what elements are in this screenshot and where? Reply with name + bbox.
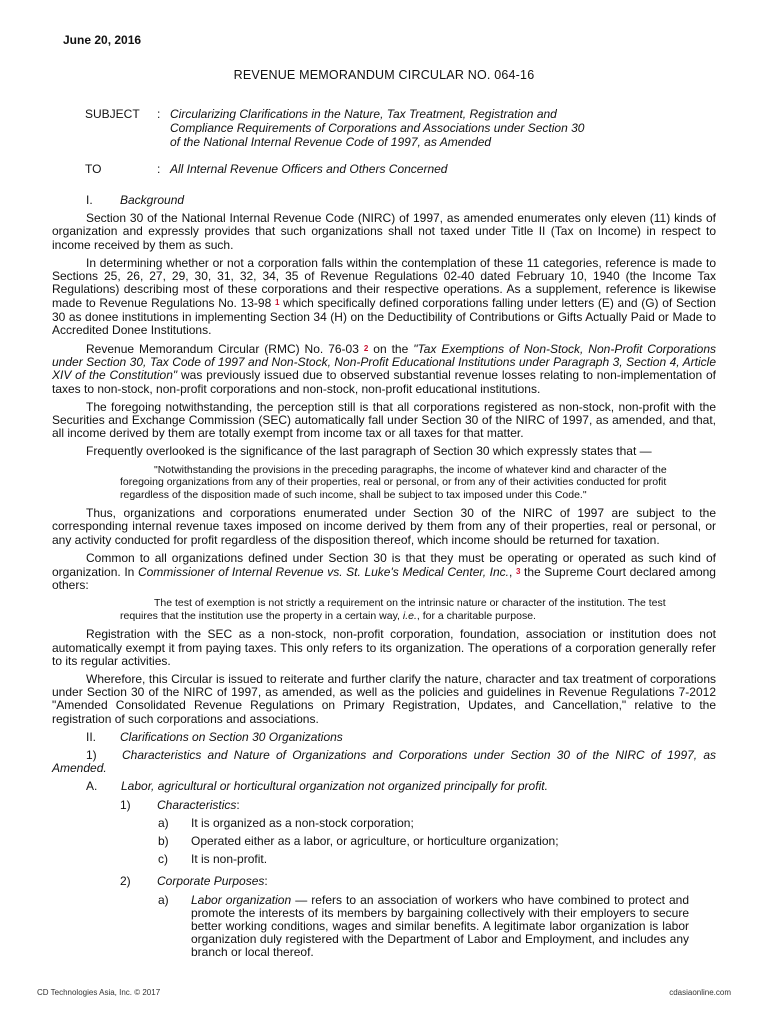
document-body bbox=[52, 194, 716, 965]
subsection-number: 1) bbox=[86, 748, 97, 762]
paragraph-text: Common to all organizations defined under Section 30 is that they must be operating or operated as such kind of organization. In bbox=[52, 550, 716, 579]
list-item bbox=[52, 817, 716, 830]
paragraph: Registration with the SEC as a non-stock, non-profit corporation, foundation, association or institution does not automatically exempt it from paying taxes. This only refers to its organization. The operations of a corporation generally refer to its regular activities. bbox=[52, 627, 716, 668]
paragraph-text: In determining whether or not a corporation falls within the contemplation of these 11 categories, reference is made to Sections 25, 26, 27, 29, 30, 31, 32, 34, 35 of Revenue Regulations 02-40 dated February 10, 1940 (the Income Tax Regulations) describing most of these corporations and their respective operations. As a supplement, reference is likewise made to Revenue Regulations No. 13-98 bbox=[52, 255, 716, 311]
list-text: It is organized as a non-stock corporation; bbox=[191, 815, 414, 830]
list-text: Operated either as a labor, or agriculture, or horticulture organization; bbox=[191, 834, 559, 849]
paragraph-text: on the bbox=[373, 342, 409, 357]
section-title: Clarifications on Section 30 Organizations bbox=[120, 729, 343, 744]
list-item bbox=[52, 853, 716, 866]
footnote-link[interactable]: 3 bbox=[515, 566, 521, 576]
quote-text: , for a charitable purpose. bbox=[416, 609, 536, 622]
block-quote: "Notwithstanding the provisions in the preceding paragraphs, the income of whatever kind and character of the foregoing organizations from any of their properties, real or personal, or from any of their activities conducted for profit regardless of the disposition made of such income, shall be subject to tax imposed under this Code." bbox=[120, 463, 667, 501]
item-title: Labor, agricultural or horticultural organization not organized principally for profit. bbox=[121, 779, 548, 794]
paragraph: Thus, organizations and corporations enumerated under Section 30 of the NIRC of 1997 are subject to the corresponding internal revenue taxes imposed on income derived by them from any of their properties, real or personal, or any activity conducted for profit regardless of the disposition thereof, which income should be returned for taxation. bbox=[52, 506, 716, 547]
footer-copyright: CD Technologies Asia, Inc. © 2017 bbox=[37, 988, 161, 997]
item-characteristics bbox=[52, 799, 716, 812]
list-marker: c) bbox=[158, 852, 168, 867]
item-colon: : bbox=[264, 874, 268, 889]
section-number: I. bbox=[86, 193, 93, 207]
paragraph: Wherefore, this Circular is issued to reiterate and further clarify the nature, character and tax treatment of corporations under Section 30 of the NIRC of 1997, as amended, as well as the policies and guidelines in Revenue Regulations 7-2012 "Amended Consolidated Revenue Regulations on Primary Registration, Updates, and Cancellation," relative to the registration of such corporations and associations. bbox=[52, 671, 716, 726]
item-colon: : bbox=[236, 797, 240, 812]
section-number: II. bbox=[86, 729, 97, 744]
paragraph: The foregoing notwithstanding, the perception still is that all corporations registered as non-stock, non-profit with the Securities and Exchange Commission (SEC) automatically fall under Section 30 of the NIRC of 1997, as amended, and that, all income derived by them are totally exempt from income tax or all taxes for that matter. bbox=[52, 399, 716, 441]
list-marker: a) bbox=[158, 815, 169, 830]
subject-colon: : bbox=[157, 107, 161, 121]
item-title-text: Corporate Purposes bbox=[157, 874, 265, 889]
quote-italic: i.e. bbox=[402, 609, 417, 622]
to-label: TO bbox=[85, 162, 102, 176]
item-corporate-purposes bbox=[52, 875, 716, 888]
subsection-title: Characteristics and Nature of Organizations and Corporations under Section 30 of the NIRC of 1997, as Amended. bbox=[52, 748, 716, 776]
footnote-link[interactable]: 1 bbox=[274, 298, 280, 308]
list-text bbox=[52, 894, 689, 960]
list-text: It is non-profit. bbox=[191, 852, 268, 867]
paragraph bbox=[52, 552, 716, 593]
list-marker: a) bbox=[158, 892, 169, 907]
paragraph-text: , bbox=[509, 564, 513, 579]
section-heading-background bbox=[52, 194, 716, 207]
to-value: All Internal Revenue Officers and Others Concerned bbox=[170, 162, 448, 176]
list-item bbox=[52, 835, 716, 848]
footer-site: cdasiaonline.com bbox=[669, 988, 731, 997]
paragraph: Frequently overlooked is the significance of the last paragraph of Section 30 which expressly states that — bbox=[86, 444, 652, 459]
to-colon: : bbox=[157, 162, 161, 176]
list-marker: b) bbox=[158, 834, 169, 849]
footnote-link[interactable]: 2 bbox=[363, 344, 369, 354]
paragraph-text: Revenue Memorandum Circular (RMC) No. 76-03 bbox=[86, 342, 359, 357]
subject-value: Circularizing Clarifications in the Nature, Tax Treatment, Registration and Compliance Requirements of Corporations and Associations under Section 30 of the National Internal Revenue Code of 1997, as Amended bbox=[170, 107, 585, 149]
italic-citation: "Tax Exemptions of Non-Stock, Non-Profit Corporations under Section 30, Tax Code of 1997 and Non-Stock, Non-Profit Educational Institutions under Paragraph 3, Section 4, Article XIV of the Constitution" bbox=[52, 342, 716, 383]
paragraph bbox=[52, 342, 716, 396]
definition-text: — refers to an association of workers who have combined to protect and promote the interests of its members by bargaining collectively with their employers to secure better working conditions, wages and similar benefits. A legitimate labor organization is labor organization duly registered with the Department of Labor and Employment, and includes any branch or local thereof. bbox=[191, 892, 689, 960]
list-item bbox=[52, 894, 716, 960]
defined-term: Labor organization bbox=[191, 892, 292, 907]
paragraph-text: which specifically defined corporations falling under letters (E) and (G) of Section 30 as donee institutions in implementing Section 34 (H) on the Deductibility of Contributions or Gifts Actually Paid or Made to Accredited Donee Institutions. bbox=[52, 296, 716, 337]
paragraph: Section 30 of the National Internal Revenue Code (NIRC) of 1997, as amended enumerates only eleven (11) kinds of organization and expressly provides that such organizations shall not taxed under Title II (Tax on Income) in respect to income received by them as such. bbox=[52, 211, 716, 252]
item-number: 2) bbox=[120, 874, 131, 889]
item-title bbox=[52, 875, 716, 888]
subject-label: SUBJECT bbox=[85, 107, 140, 121]
item-title-text: Characteristics bbox=[157, 797, 237, 812]
item-title bbox=[52, 799, 716, 812]
paragraph-text: was previously issued due to observed substantial revenue losses relating to non-implementation of taxes to non-stock, non-profit corporations and non-stock, non-profit educational institutions. bbox=[52, 368, 716, 396]
block-quote bbox=[120, 597, 680, 622]
item-number: 1) bbox=[120, 797, 131, 812]
paragraph-text: the Supreme Court declared among others: bbox=[52, 564, 716, 593]
paragraph bbox=[52, 257, 716, 337]
case-citation: Commissioner of Internal Revenue vs. St. Luke's Medical Center, Inc. bbox=[137, 564, 509, 579]
item-number: A. bbox=[86, 779, 98, 794]
document-title: REVENUE MEMORANDUM CIRCULAR NO. 064-16 bbox=[233, 68, 535, 82]
section-heading-clarifications bbox=[52, 731, 716, 744]
subsection-heading bbox=[52, 749, 716, 775]
quote-text: The test of exemption is not strictly a requirement on the intrinsic nature or character of the institution. The test requires that the institution use the property in a certain way, bbox=[120, 597, 666, 622]
section-title: Background bbox=[120, 193, 185, 207]
item-heading-a bbox=[52, 780, 716, 793]
document-date: June 20, 2016 bbox=[63, 33, 142, 47]
